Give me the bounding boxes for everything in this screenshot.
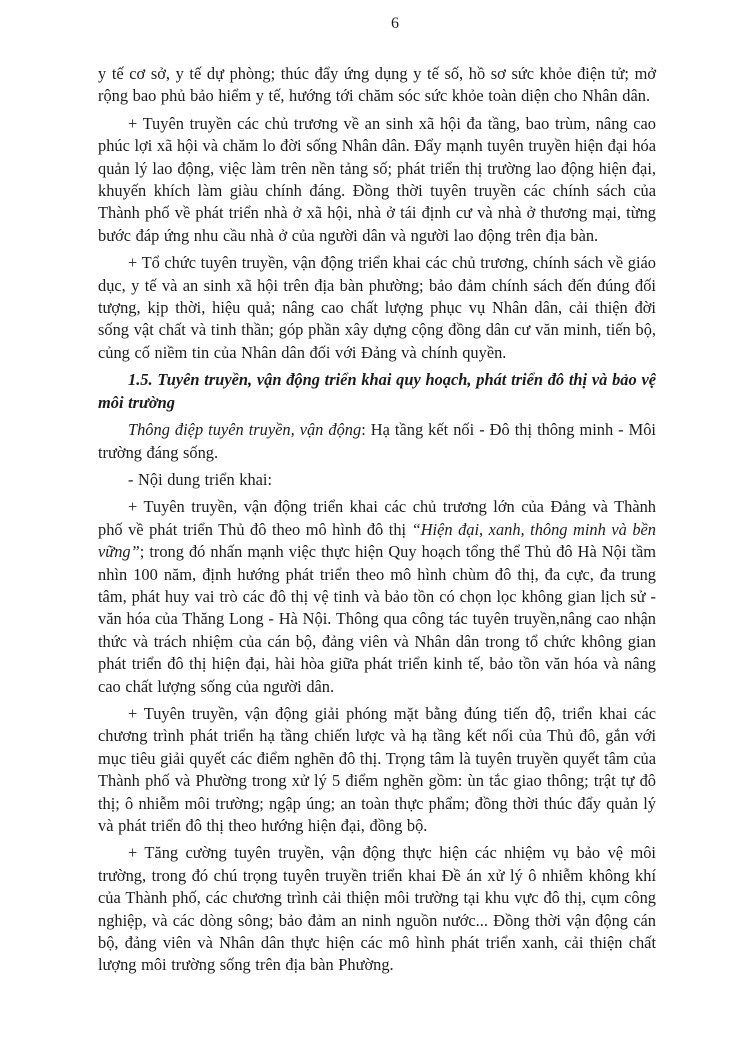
text-run: y tế cơ sở, y tế dự phòng; thúc đẩy ứng dụng y tế số, hồ sơ sức khỏe điện tử; mở rộng bao phủ bảo hiểm y tế, hướng tới chăm sóc sức khỏe toàn diện cho Nhân dân. (98, 64, 656, 106)
text-run: Thông điệp tuyên truyền, vận động (128, 420, 362, 440)
para-health-continued (98, 63, 656, 108)
para-content-label (98, 469, 656, 491)
para-social-welfare (98, 113, 656, 247)
text-run: - Nội dung triển khai: (128, 469, 273, 489)
heading-1-5 (98, 369, 656, 414)
text-run: “Hiện đại, xanh, thông minh và bền vững” (98, 519, 656, 562)
para-message (98, 419, 656, 464)
text-run: : Hạ tầng kết nối - Đô thị thông minh - Môi trường đáng sống. (98, 420, 656, 462)
text-run: + Tuyên truyền các chủ trương về an sinh xã hội đa tầng, bao trùm, nâng cao phúc lợi xã hội và chăm lo đời sống Nhân dân. Đẩy mạnh tuyên truyền hiện đại hóa quản lý lao động, việc làm trên nền tảng số; phát triển thị trường lao động hiện đại, khuyến khích làm giàu chính đáng. Đồng thời tuyên truyền các chính sách của Thành phố về phát triển nhà ở xã hội, nhà ở tái định cư và nhà ở thương mại, từng bước đáp ứng nhu cầu nhà ở của người dân và người lao động trên địa bàn. (98, 113, 656, 245)
text-run: + Tổ chức tuyên truyền, vận động triển khai các chủ trương, chính sách về giáo dục, y tế và an sinh xã hội trên địa bàn phường; bảo đảm chính sách đến đúng đối tượng, kịp thời, hiệu quả; nâng cao chất lượng phục vụ Nhân dân, cải thiện đời sống vật chất và tinh thần; góp phần xây dựng cộng đồng dân cư văn minh, tiến bộ, củng cố niềm tin của Nhân dân đối với Đảng và chính quyền. (98, 253, 656, 362)
text-run: + Tuyên truyền, vận động giải phóng mặt bằng đúng tiến độ, triển khai các chương trình phát triển hạ tầng chiến lược và hạ tầng kết nối của Thủ đô, gắn với mục tiêu giải quyết các điểm nghẽn đô thị. Trọng tâm là tuyên truyền quyết tâm của Thành phố và Phường trong xử lý 5 điểm nghẽn gồm: ùn tắc giao thông; trật tự đô thị; ô nhiễm môi trường; ngập úng; an toàn thực phẩm; đồng thời thúc đẩy quản lý và phát triển đô thị theo hướng hiện đại, đồng bộ. (98, 703, 656, 835)
para-urban-planning (98, 496, 656, 698)
text-run: ; trong đó nhấn mạnh việc thực hiện Quy hoạch tổng thể Thủ đô Hà Nội tầm nhìn 100 năm, định hướng phát triển theo mô hình chùm đô thị, đa cực, đa trung tâm, phát huy vai trò các đô thị vệ tinh và bảo tồn có chọn lọc không gian lịch sử - văn hóa của Thăng Long - Hà Nội. Thông qua công tác tuyên truyền,nâng cao nhận thức và trách nhiệm của cán bộ, đảng viên và Nhân dân trong tổ chức không gian phát triển đô thị hiện đại, hài hòa giữa phát triển kinh tế, bảo tồn văn hóa và nâng cao chất lượng sống của người dân. (98, 542, 656, 696)
para-environment (98, 842, 656, 976)
document-body (98, 63, 656, 977)
page-number: 6 (391, 15, 399, 32)
para-education-health-policy (98, 252, 656, 364)
text-run: + Tuyên truyền, vận động triển khai các chủ trương lớn của Đảng và Thành phố về phát triển Thủ đô theo mô hình đô thị (98, 497, 656, 539)
para-infrastructure (98, 703, 656, 837)
text-run: 1.5. Tuyên truyền, vận động triển khai quy hoạch, phát triển đô thị và bảo vệ môi trường (98, 370, 656, 412)
text-run: + Tăng cường tuyên truyền, vận động thực hiện các nhiệm vụ bảo vệ môi trường, trong đó chú trọng tuyên truyền triển khai Đề án xử lý ô nhiễm không khí của Thành phố, các chương trình cải thiện môi trường tại khu vực đô thị, cụm công nghiệp, và các dòng sông; bảo đảm an ninh nguồn nước... Đồng thời vận động cán bộ, đảng viên và Nhân dân thực hiện các mô hình phát triển xanh, cải thiện chất lượng môi trường sống trên địa bàn Phường. (98, 843, 656, 975)
